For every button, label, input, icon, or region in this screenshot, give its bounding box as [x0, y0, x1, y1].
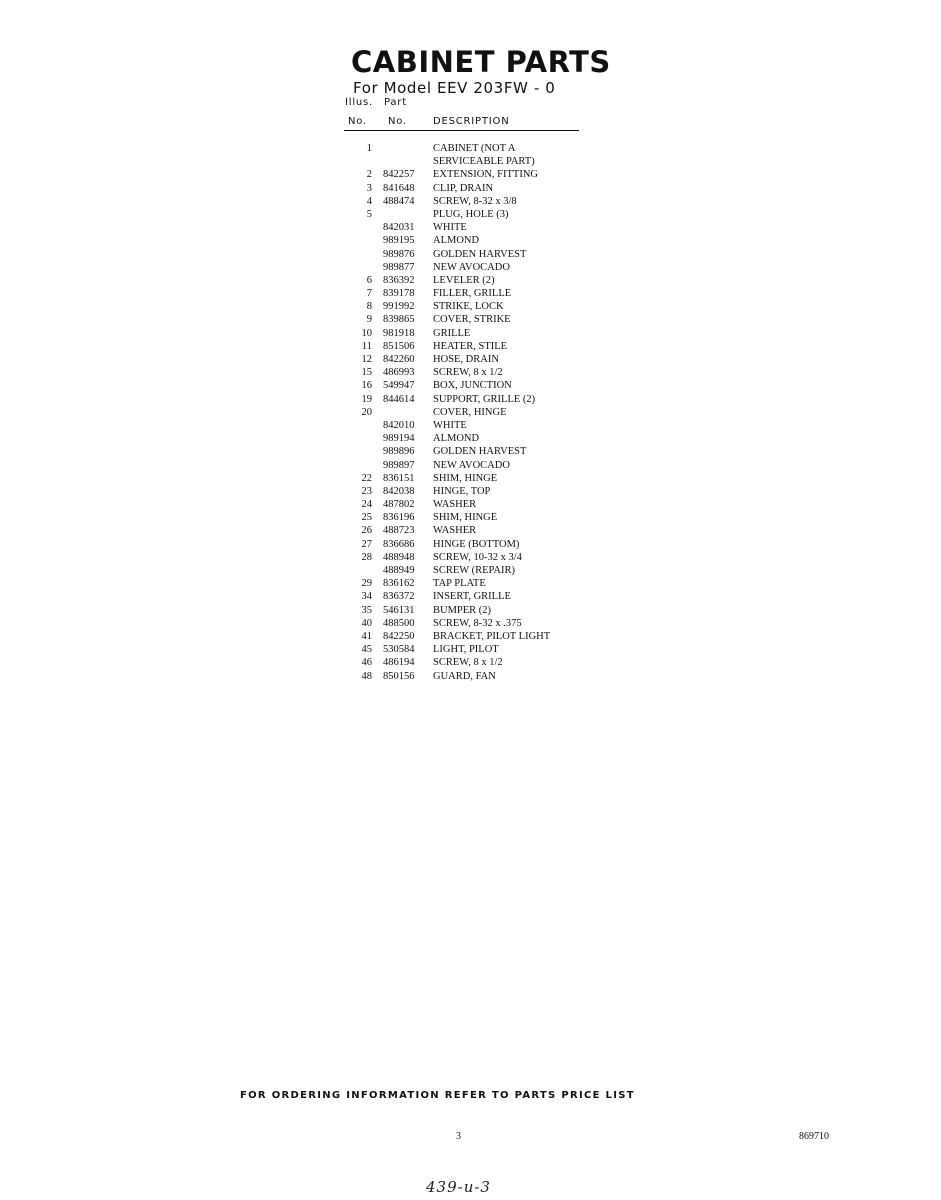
part-number: 836196: [383, 512, 415, 524]
illus-number: 26: [361, 525, 372, 537]
illus-number: 8: [366, 301, 372, 313]
table-row: [344, 182, 644, 195]
column-header-description: DESCRIPTION: [433, 116, 510, 127]
part-number: 989194: [383, 433, 415, 445]
column-header-illus: Illus.: [345, 97, 374, 108]
table-row: [344, 221, 644, 234]
part-description: GOLDEN HARVEST: [433, 446, 527, 458]
table-row: [344, 327, 644, 340]
part-description: CLIP, DRAIN: [433, 182, 494, 194]
part-number: 486993: [383, 367, 415, 379]
table-row: [344, 472, 644, 485]
part-description: HOSE, DRAIN: [433, 354, 499, 365]
table-row: [344, 485, 644, 498]
column-header-part-no: No.: [388, 116, 408, 127]
table-row: [344, 274, 644, 287]
table-row: [344, 538, 644, 551]
illus-number: 3: [366, 182, 372, 194]
part-description: TAP PLATE: [433, 578, 486, 590]
part-description: HINGE, TOP: [433, 485, 491, 497]
table-row: [344, 379, 644, 392]
part-description: SUPPORT, GRILLE (2): [433, 393, 536, 405]
table-row: [344, 393, 644, 406]
model-subtitle: For Model EEV 203FW - 0: [353, 79, 556, 97]
illus-number: 45: [361, 644, 372, 656]
table-row: [344, 551, 644, 564]
illus-number: 35: [361, 604, 372, 616]
part-description: SHIM, HINGE: [433, 472, 498, 484]
part-number: 989896: [383, 446, 415, 458]
illus-number: 9: [366, 314, 372, 326]
illus-number: 16: [361, 380, 372, 392]
part-number: 836686: [383, 538, 415, 550]
table-row: [344, 419, 644, 432]
part-description: SCREW, 8-32 x 3/8: [433, 195, 517, 207]
part-number: 836372: [383, 591, 415, 603]
part-number: 549947: [383, 380, 415, 392]
illus-number: 15: [361, 367, 372, 379]
table-row: [344, 406, 644, 419]
illus-number: 11: [361, 340, 372, 352]
part-number: 486194: [383, 657, 415, 669]
part-number: 839865: [383, 314, 415, 326]
ordering-note: FOR ORDERING INFORMATION REFER TO PARTS PRICE LIST: [240, 1090, 635, 1101]
part-description: SHIM, HINGE: [433, 512, 498, 524]
illus-number: 46: [361, 657, 372, 669]
part-number: 989195: [383, 235, 415, 247]
illus-number: 22: [361, 472, 372, 484]
part-description: HEATER, STILE: [433, 340, 508, 352]
part-description: WHITE: [433, 222, 467, 234]
part-description: CABINET (NOT A: [433, 143, 516, 154]
part-number: 842250: [383, 630, 415, 642]
part-number: 839178: [383, 288, 415, 300]
illus-number: 20: [361, 406, 372, 418]
table-row: [344, 195, 644, 208]
part-number: 841648: [383, 182, 415, 194]
illus-number: 6: [366, 274, 372, 286]
page-number: 3: [456, 1131, 461, 1142]
part-description: FILLER, GRILLE: [433, 288, 512, 300]
part-number: 836151: [383, 472, 415, 484]
illus-number: 24: [361, 499, 372, 511]
table-row: [344, 604, 644, 617]
table-row: [344, 353, 644, 366]
table-row: [344, 234, 644, 247]
part-description: COVER, STRIKE: [433, 314, 511, 326]
part-number: 546131: [383, 604, 415, 616]
table-row: [344, 656, 644, 669]
table-row: [344, 590, 644, 603]
part-number: 836162: [383, 578, 415, 590]
table-row: [344, 630, 644, 643]
part-description: BRACKET, PILOT LIGHT: [433, 630, 551, 642]
illus-number: 12: [361, 354, 372, 365]
illus-number: 10: [361, 327, 372, 339]
part-description: PLUG, HOLE (3): [433, 208, 509, 220]
table-row: [344, 643, 644, 656]
table-row: [344, 511, 644, 524]
part-number: 487802: [383, 499, 415, 511]
illus-number: 40: [361, 617, 372, 629]
part-number: 488474: [383, 195, 415, 207]
column-header-illus-no: No.: [348, 116, 368, 127]
table-row: [344, 366, 644, 379]
illus-number: 41: [361, 630, 372, 642]
part-number: 844614: [383, 393, 415, 405]
table-row: [344, 168, 644, 181]
table-row: [344, 340, 644, 353]
part-number: 488948: [383, 551, 415, 563]
table-row: [344, 432, 644, 445]
header-divider: [344, 130, 579, 131]
column-header-part: Part: [384, 97, 407, 108]
part-description: SCREW, 8 x 1/2: [433, 367, 503, 379]
illus-number: 25: [361, 512, 372, 524]
part-description: SCREW, 10-32 x 3/4: [433, 551, 522, 563]
part-number: 842010: [383, 419, 415, 431]
part-description: BUMPER (2): [433, 604, 492, 616]
table-row: [344, 142, 644, 155]
part-number: 530584: [383, 644, 415, 656]
part-number: 989897: [383, 459, 415, 471]
part-number: 488723: [383, 525, 415, 537]
table-row: [344, 564, 644, 577]
table-row: [344, 208, 644, 221]
part-description: SCREW, 8-32 x .375: [433, 617, 522, 629]
illus-number: 1: [366, 143, 372, 154]
part-description: NEW AVOCADO: [433, 261, 510, 273]
part-description: STRIKE, LOCK: [433, 301, 504, 313]
part-description: WASHER: [433, 499, 477, 511]
part-description: COVER, HINGE: [433, 406, 507, 418]
part-description: INSERT, GRILLE: [433, 591, 511, 603]
part-description: LEVELER (2): [433, 274, 495, 286]
part-description: GRILLE: [433, 327, 471, 339]
table-row: [344, 670, 644, 683]
illus-number: 23: [361, 485, 372, 497]
part-number: 981918: [383, 327, 415, 339]
part-description: WASHER: [433, 525, 477, 537]
table-row: [344, 261, 644, 274]
document-number: 869710: [799, 1131, 829, 1142]
part-number: 488949: [383, 565, 415, 576]
part-description: GUARD, FAN: [433, 670, 496, 682]
part-description: LIGHT, PILOT: [433, 644, 499, 656]
table-row: [344, 445, 644, 458]
table-row: [344, 313, 644, 326]
illus-number: 28: [361, 551, 372, 563]
table-row: [344, 498, 644, 511]
part-number: 989876: [383, 248, 415, 260]
part-description: SERVICEABLE PART): [433, 156, 535, 168]
handwritten-note: 439-u-3: [426, 1178, 491, 1196]
part-number: 850156: [383, 670, 415, 682]
part-description: SCREW, 8 x 1/2: [433, 657, 503, 669]
illus-number: 34: [361, 591, 372, 603]
illus-number: 27: [361, 538, 372, 550]
part-description: HINGE (BOTTOM): [433, 538, 520, 550]
part-number: 989877: [383, 261, 415, 273]
table-row: [344, 300, 644, 313]
illus-number: 48: [361, 670, 372, 682]
table-row: [344, 248, 644, 261]
illus-number: 7: [366, 288, 372, 300]
part-number: 991992: [383, 301, 415, 313]
illus-number: 2: [366, 169, 372, 181]
table-row: [344, 459, 644, 472]
illus-number: 29: [361, 578, 372, 590]
part-number: 851506: [383, 340, 415, 352]
table-row: [344, 155, 644, 168]
part-number: 836392: [383, 274, 415, 286]
illus-number: 4: [366, 195, 372, 207]
parts-table: [344, 142, 644, 683]
part-description: ALMOND: [433, 235, 480, 247]
part-number: 842031: [383, 222, 415, 234]
table-row: [344, 617, 644, 630]
part-number: 842260: [383, 354, 415, 365]
part-number: 842038: [383, 485, 415, 497]
part-description: ALMOND: [433, 433, 480, 445]
part-description: BOX, JUNCTION: [433, 380, 512, 392]
page-title: CABINET PARTS: [351, 45, 611, 79]
part-description: NEW AVOCADO: [433, 459, 510, 471]
part-description: GOLDEN HARVEST: [433, 248, 527, 260]
illus-number: 5: [366, 208, 372, 220]
part-number: 842257: [383, 169, 415, 181]
table-row: [344, 577, 644, 590]
part-description: SCREW (REPAIR): [433, 565, 515, 576]
part-number: 488500: [383, 617, 415, 629]
part-description: EXTENSION, FITTING: [433, 169, 538, 181]
table-row: [344, 524, 644, 537]
illus-number: 19: [361, 393, 372, 405]
part-description: WHITE: [433, 419, 467, 431]
table-row: [344, 287, 644, 300]
